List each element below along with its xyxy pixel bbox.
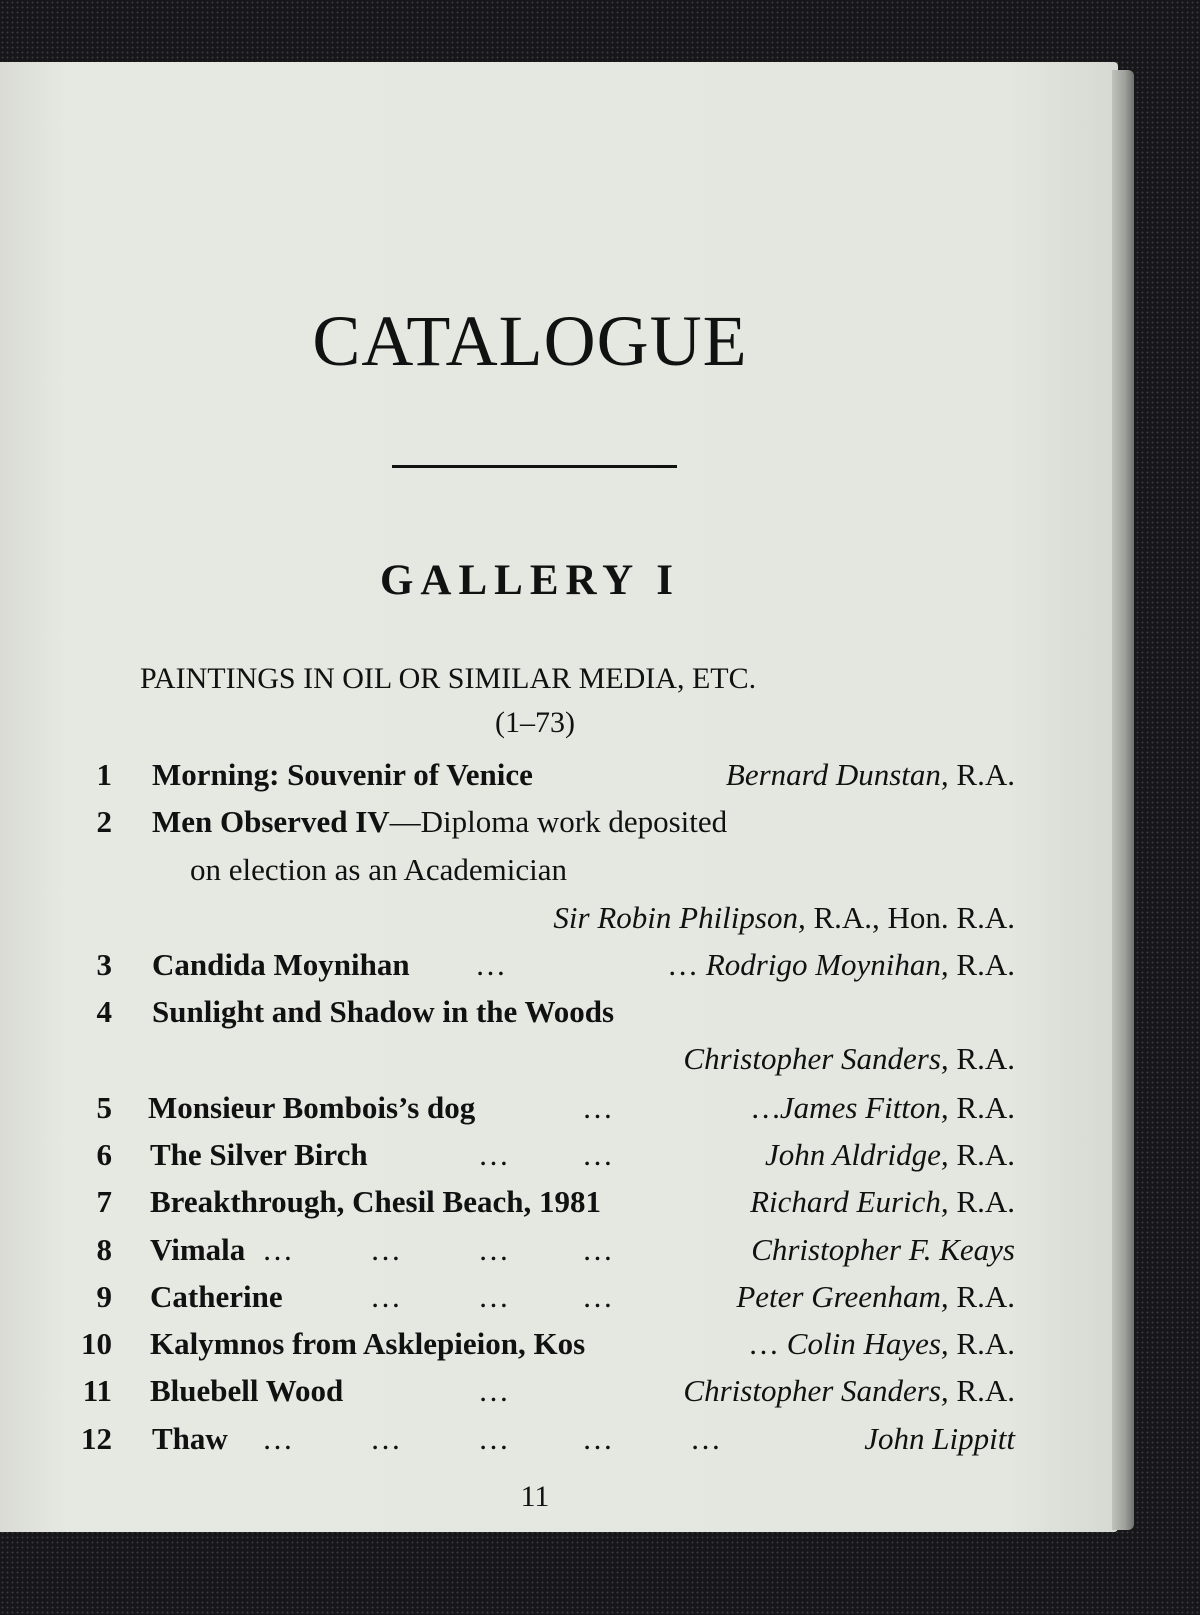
page-edge (1112, 70, 1134, 1530)
artist-name: John Lippitt (864, 1421, 1015, 1456)
artist-name: John Aldridge, (764, 1137, 949, 1172)
leader-dots: … (478, 1421, 510, 1456)
artist-name: Peter Greenham, (736, 1279, 949, 1314)
page-number: 11 (520, 1480, 550, 1513)
entry-title: Morning: Souvenir of Venice (152, 757, 533, 792)
artist-name: Bernard Dunstan, (725, 757, 949, 792)
entry-title: Candida Moynihan (152, 947, 410, 982)
entry-title: Bluebell Wood (150, 1373, 344, 1408)
entry-artist (667, 947, 1015, 983)
entry-number: 7 (96, 1184, 112, 1219)
page-title: CATALOGUE (312, 301, 748, 381)
entry-note: on election as an Academician (190, 852, 568, 887)
entry-title: Breakthrough, Chesil Beach, 1981 (150, 1184, 601, 1219)
leader-dots: … (478, 1232, 510, 1267)
leader-dots: … (582, 1090, 614, 1125)
entry-artist (752, 1090, 1015, 1126)
entry-artist (864, 1421, 1015, 1457)
artist-suffix: R.A. (956, 1184, 1015, 1219)
leader-dots: … (667, 947, 699, 982)
leader-dots: … (370, 1421, 402, 1456)
entry-title: Men Observed IV (152, 804, 390, 839)
entry-artist (553, 900, 1015, 936)
leader-dots: … (690, 1421, 722, 1456)
entry-number: 4 (96, 994, 112, 1029)
entry-number: 2 (96, 804, 112, 839)
leader-dots: … (748, 1326, 780, 1361)
artist-name: Richard Eurich, (750, 1184, 949, 1219)
entry-title-line (152, 804, 727, 840)
artist-suffix: R.A. (956, 1041, 1015, 1076)
artist-suffix: R.A. (956, 1137, 1015, 1172)
entry-artist (736, 1279, 1015, 1315)
entry-artist (750, 1184, 1015, 1220)
entry-title: The Silver Birch (150, 1137, 368, 1172)
artist-name: Sir Robin Philipson, (553, 900, 806, 935)
leader-dots: … (262, 1421, 294, 1456)
entry-artist (683, 1041, 1015, 1077)
entry-title: Monsieur Bombois’s dog (148, 1090, 476, 1125)
artist-name: James Fitton, (779, 1090, 949, 1125)
leader-dots: … (582, 1232, 614, 1267)
entry-artist (726, 757, 1015, 793)
entry-number: 1 (96, 757, 112, 792)
entry-number: 11 (82, 1373, 112, 1408)
leader-dots: … (582, 1279, 614, 1314)
leader-dots: … (262, 1232, 294, 1267)
title-divider (392, 465, 677, 468)
entry-number: 8 (96, 1232, 112, 1267)
artist-name: Christopher F. Keays (751, 1232, 1015, 1267)
entry-range: (1–73) (495, 706, 575, 739)
artist-suffix: R.A., Hon. R.A. (813, 900, 1015, 935)
entry-title: Vimala (150, 1232, 246, 1267)
gallery-heading: GALLERY I (379, 557, 681, 604)
leader-dots: … (370, 1279, 402, 1314)
leader-dots: … (475, 947, 507, 982)
artist-suffix: R.A. (956, 757, 1015, 792)
leader-dots: … (582, 1137, 614, 1172)
artist-name: Colin Hayes, (786, 1326, 949, 1361)
entry-title: Catherine (150, 1279, 283, 1314)
entry-number: 9 (96, 1279, 112, 1314)
entry-artist (748, 1326, 1015, 1362)
entry-artist (683, 1373, 1015, 1409)
artist-suffix: R.A. (956, 947, 1015, 982)
entry-number: 6 (96, 1137, 112, 1172)
entry-title: Sunlight and Shadow in the Woods (152, 994, 615, 1029)
leader-dots: … (582, 1421, 614, 1456)
section-heading: PAINTINGS IN OIL OR SIMILAR MEDIA, ETC. (140, 662, 757, 695)
entry-title: Kalymnos from Asklepieion, Kos (150, 1326, 586, 1361)
entry-number: 10 (81, 1326, 112, 1361)
artist-suffix: R.A. (956, 1326, 1015, 1361)
artist-suffix: R.A. (956, 1373, 1015, 1408)
leader-dots: … (478, 1373, 510, 1408)
artist-name: Rodrigo Moynihan, (705, 947, 949, 982)
leader-dots: … (478, 1279, 510, 1314)
artist-name: Christopher Sanders, (683, 1041, 949, 1076)
leader-dots: … (752, 1090, 780, 1125)
artist-suffix: R.A. (956, 1279, 1015, 1314)
entry-title: Thaw (152, 1421, 228, 1456)
entry-number: 3 (96, 947, 112, 982)
entry-artist (765, 1137, 1015, 1173)
artist-suffix: R.A. (956, 1090, 1015, 1125)
leader-dots: … (478, 1137, 510, 1172)
artist-name: Christopher Sanders, (683, 1373, 949, 1408)
entry-note: —Diploma work deposited (389, 804, 728, 839)
entry-number: 12 (81, 1421, 112, 1456)
leader-dots: … (370, 1232, 402, 1267)
entry-number: 5 (96, 1090, 112, 1125)
entry-artist (751, 1232, 1015, 1268)
